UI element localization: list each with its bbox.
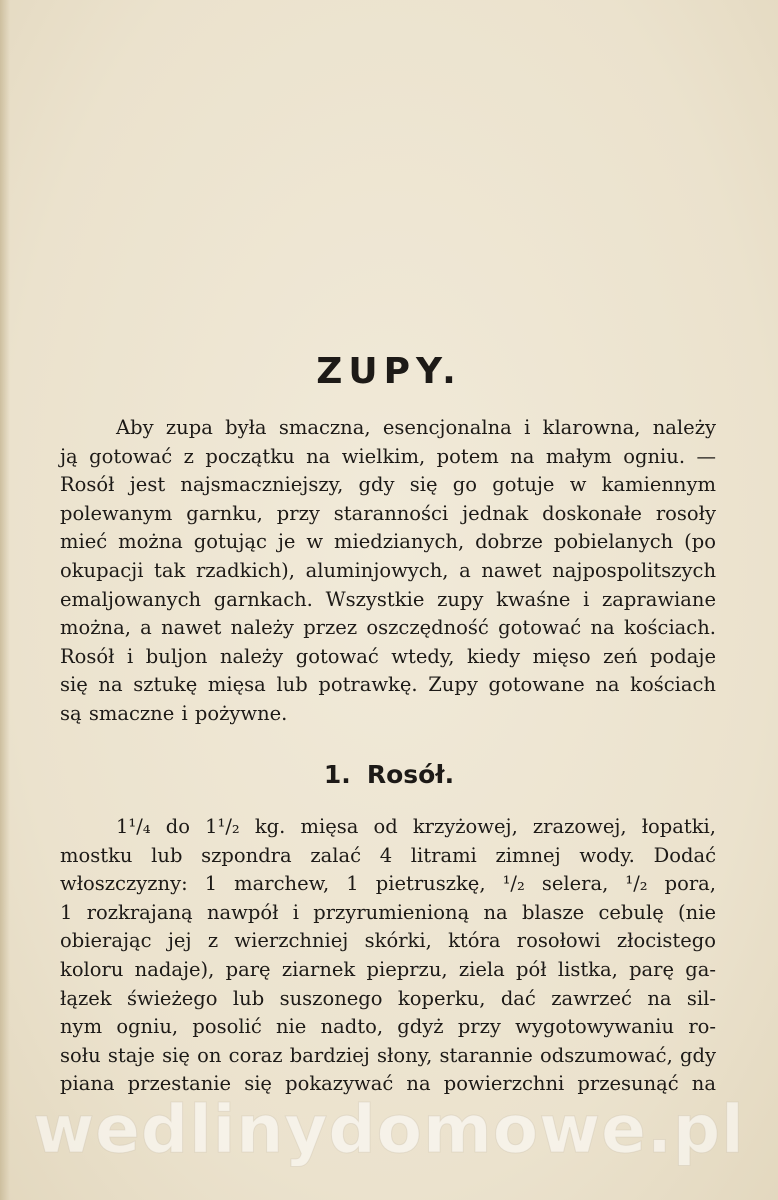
- intro-paragraph: [60, 414, 716, 729]
- text-line: Rosół i buljon należy gotować wtedy, kiedy mięso zeń podaje: [60, 644, 716, 668]
- text-line: emaljowanych garnkach. Wszystkie zupy kwaśne i zaprawiane: [60, 587, 716, 611]
- text-line: włoszczyzny: 1 marchew, 1 pietruszkę, ¹/₂ selera, ¹/₂ pora,: [60, 872, 716, 896]
- text-line: się na sztukę mięsa lub potrawkę. Zupy gotowane na kościach: [60, 673, 716, 697]
- text-line: Aby zupa była smaczna, esencjonalna i klarowna, należy: [116, 416, 716, 439]
- text-line: obierając jej z wierzchniej skórki, która rosołowi złocistego: [60, 929, 716, 953]
- section-number: 1.: [323, 760, 351, 789]
- text-line: łązek świeżego lub suszonego koperku, dać zawrzeć na sil-: [60, 986, 716, 1010]
- text-line: okupacji tak rzadkich), aluminjowych, a nawet najpospolitszych: [60, 558, 716, 582]
- text-line: polewanym garnku, przy staranności jednak doskonałe rosoły: [60, 501, 716, 525]
- text-line: 1 rozkrajaną nawpół i przyrumienioną na blasze cebulę (nie: [60, 900, 716, 924]
- text-line: koloru nadaje), parę ziarnek pieprzu, ziela pół listka, parę ga-: [60, 957, 716, 981]
- recipe-paragraph: [60, 813, 716, 1099]
- text-line: mieć można gotując je w miedzianych, dobrze pobielanych (po: [60, 530, 716, 554]
- section-heading: [0, 757, 778, 793]
- section-title: Rosół.: [366, 760, 455, 789]
- text-line: Rosół jest najsmaczniejszy, gdy się go gotuje w kamiennym: [60, 473, 716, 497]
- text-line: są smaczne i pożywne.: [60, 701, 288, 725]
- text-line: nym ogniu, posolić nie nadto, gdyż przy wygotowywaniu ro-: [60, 1015, 716, 1039]
- text-line: ją gotować z początku na wielkim, potem na małym ogniu. —: [60, 444, 716, 468]
- text-line: 1¹/₄ do 1¹/₂ kg. mięsa od krzyżowej, zrazowej, łopatki,: [116, 815, 716, 838]
- page-edge-shadow: [0, 0, 10, 1200]
- text-line: mostku lub szpondra zalać 4 litrami zimnej wody. Dodać: [60, 843, 716, 867]
- text-line: sołu staje się on coraz bardziej słony, starannie odszumować, gdy: [60, 1043, 716, 1067]
- text-line: można, a nawet należy przez oszczędność gotować na kościach.: [60, 616, 716, 640]
- page-title: ZUPY.: [316, 351, 462, 392]
- text-line: piana przestanie się pokazywać na powierzchni przesunąć na: [60, 1072, 716, 1096]
- watermark: wedlinydomowe.pl: [33, 1091, 745, 1168]
